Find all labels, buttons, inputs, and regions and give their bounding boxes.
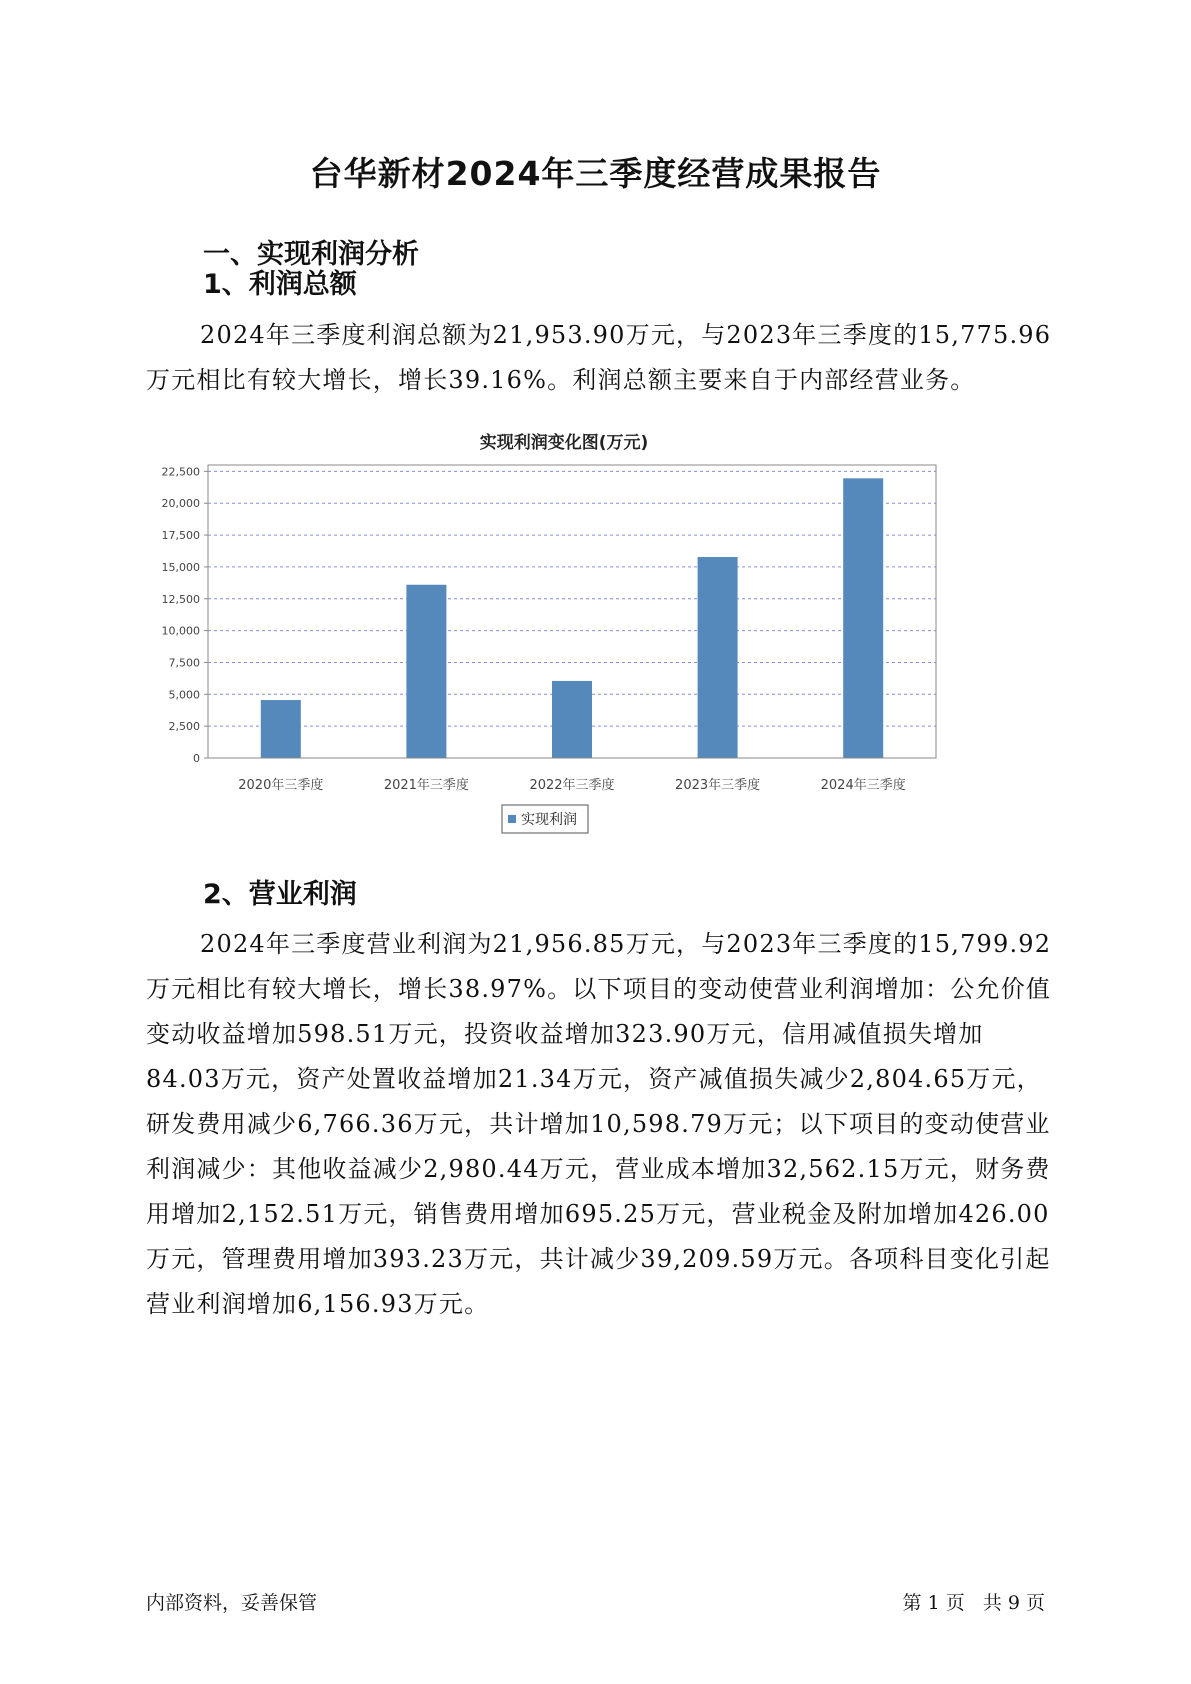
x-tick-label: 2024年三季度 (820, 778, 906, 793)
legend-label: 实现利润 (521, 812, 577, 828)
bar (843, 478, 883, 758)
total-profit-paragraph: 2024年三季度利润总额为21,953.90万元，与2023年三季度的15,775.96万元相比有较大增长，增长39.16%。利润总额主要来自于内部经营业务。 (146, 321, 1052, 394)
x-tick-label: 2022年三季度 (529, 778, 615, 793)
bar (698, 557, 738, 758)
y-tick-label: 12,500 (161, 592, 200, 606)
profit-bar-chart (146, 430, 1026, 905)
y-tick-label: 22,500 (161, 465, 200, 479)
footer-page-number: 第 1 页 共 9 页 (902, 1592, 1045, 1614)
y-tick-label: 15,000 (161, 560, 200, 574)
section-heading-profit-analysis: 一、实现利润分析 (203, 239, 419, 270)
subsection-heading-total-profit: 1、利润总额 (203, 269, 357, 300)
x-tick-label: 2023年三季度 (675, 778, 761, 793)
footer-confidential-note: 内部资料，妥善保管 (146, 1592, 318, 1614)
y-tick-label: 20,000 (161, 497, 200, 511)
operating-profit-paragraph: 2024年三季度营业利润为21,956.85万元，与2023年三季度的15,799.92万元相比有较大增长，增长38.97%。以下项目的变动使营业利润增加：公允价值变动收益增加598.51万元，投资收益增加323.90万元，信用减值损失增加84.03万元，资产处置收益增加21.34万元，资产减值损失减少2,804.65万元，研发费用减少6,766.36万元，共计增加10,598.79万元；以下项目的变动使营业利润减少：其他收益减少2,980.44万元，营业成本增加32,562.15万元，财务费用增加2,152.51万元，销售费用增加695.25万元，营业税金及附加增加426.00万元，管理费用增加393.23万元，共计减少39,209.59万元。各项科目变化引起营业利润增加6,156.93万元。 (146, 930, 1052, 1318)
x-tick-label: 2021年三季度 (383, 778, 469, 793)
y-tick-label: 5,000 (168, 688, 200, 702)
bar (552, 681, 592, 758)
y-tick-label: 2,500 (168, 720, 200, 734)
y-tick-label: 0 (193, 752, 200, 765)
page-title: 台华新材2024年三季度经营成果报告 (309, 154, 882, 193)
subsection-heading-operating-profit: 2、营业利润 (203, 879, 357, 910)
chart-svg (146, 430, 1026, 905)
chart-legend (502, 805, 588, 833)
legend-swatch (508, 815, 516, 823)
x-tick-label: 2020年三季度 (238, 778, 324, 793)
y-tick-label: 17,500 (161, 529, 200, 543)
bar (406, 585, 446, 758)
y-tick-label: 7,500 (168, 656, 200, 670)
y-tick-label: 10,000 (161, 624, 200, 638)
chart-title: 实现利润变化图(万元) (479, 433, 649, 453)
bar (261, 700, 301, 758)
